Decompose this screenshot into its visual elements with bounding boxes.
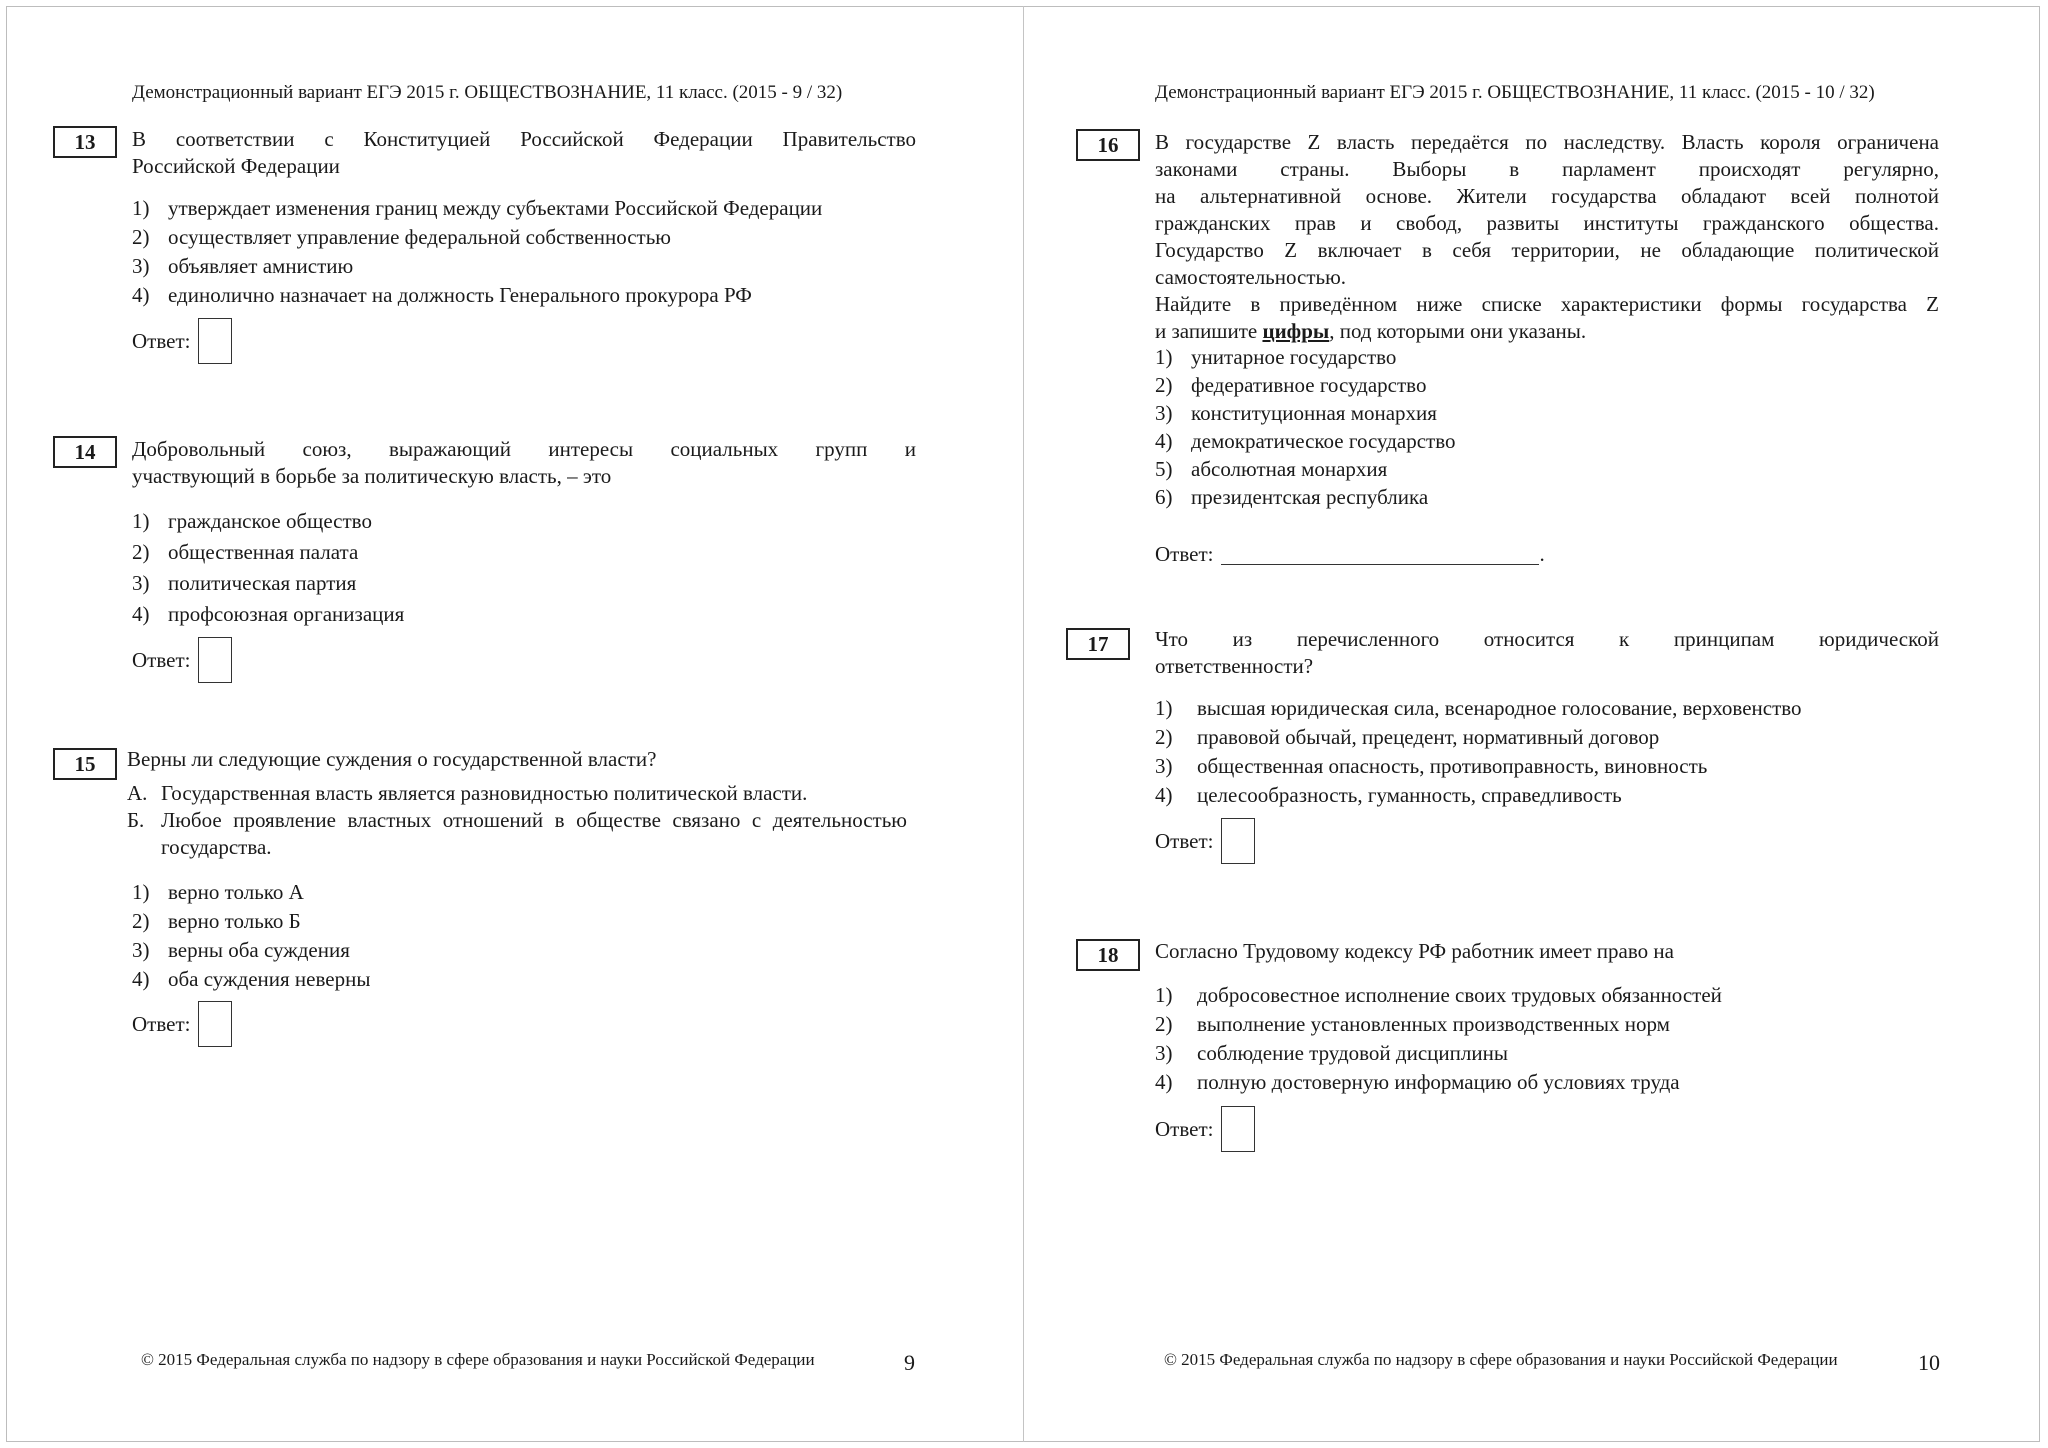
- option-item: 2) выполнение установленных производственных норм: [1155, 1012, 1670, 1036]
- task-instruction: Найдите в приведённом ниже списке характеристики формы государства Z: [1155, 292, 1939, 316]
- answer-row: [132, 1001, 232, 1047]
- page-footer: © 2015 Федеральная служба по надзору в сфере образования и науки Российской Федерации: [141, 1350, 815, 1369]
- answer-box[interactable]: [1221, 1106, 1255, 1152]
- task-number: 14: [53, 436, 117, 468]
- answer-box[interactable]: [1221, 818, 1255, 864]
- task-intro-line: участвующий в борьбе за политическую власть, – это: [132, 464, 612, 488]
- task-intro-line: ответственности?: [1155, 654, 1314, 678]
- statement-item: Б. Любое проявление властных отношений в обществе связано с деятельностью государства.: [127, 808, 907, 859]
- task-number: 15: [53, 748, 117, 780]
- task-number: 17: [1066, 628, 1130, 660]
- option-item: 2) общественная палата: [132, 540, 359, 564]
- option-item: 2) осуществляет управление федеральной собственностью: [132, 225, 671, 249]
- option-item: 4) оба суждения неверны: [132, 967, 371, 991]
- option-item: 3) конституционная монархия: [1155, 401, 1437, 425]
- task-number: 18: [1076, 939, 1140, 971]
- task-number: 16: [1076, 129, 1140, 161]
- task-instruction: и запишите цифры, под которыми они указаны.: [1155, 319, 1587, 343]
- answer-box[interactable]: [198, 637, 232, 683]
- task-number: 13: [53, 126, 117, 158]
- task-intro-line: Добровольный союз, выражающий интересы социальных групп и: [132, 437, 916, 461]
- task-intro-line: гражданских прав и свобод, развиты институты гражданского общества.: [1155, 211, 1939, 235]
- page-number: 10: [1918, 1350, 1940, 1375]
- option-item: 2) верно только Б: [132, 909, 301, 933]
- answer-row: [1155, 1106, 1255, 1152]
- option-item: 4) профсоюзная организация: [132, 602, 405, 626]
- answer-label: Ответ:: [132, 647, 191, 672]
- statement-item: А. Государственная власть является разновидностью политической власти.: [127, 781, 808, 805]
- option-item: 1) утверждает изменения границ между субъектами Российской Федерации: [132, 196, 823, 220]
- answer-label: Ответ:: [132, 1011, 191, 1036]
- option-item: 3) политическая партия: [132, 571, 357, 595]
- option-item: 1) высшая юридическая сила, всенародное голосование, верховенство: [1155, 696, 1802, 720]
- option-item: 1) гражданское общество: [132, 509, 372, 533]
- task-intro-line: самостоятельностью.: [1155, 265, 1347, 289]
- answer-label: Ответ:: [1155, 542, 1214, 566]
- option-item: 3) общественная опасность, противоправность, виновность: [1155, 754, 1708, 778]
- page-number: 9: [904, 1350, 915, 1375]
- task-intro-line: на альтернативной основе. Жители государства обладают всей полнотой: [1155, 184, 1939, 208]
- option-list: [132, 878, 932, 994]
- option-item: 4) полную достоверную информацию об условиях труда: [1155, 1070, 1680, 1094]
- statement-list: [127, 780, 907, 861]
- option-item: 2) правовой обычай, прецедент, нормативный договор: [1155, 725, 1660, 749]
- task-intro-line: Российской Федерации: [132, 154, 340, 178]
- page-footer: © 2015 Федеральная служба по надзору в сфере образования и науки Российской Федерации: [1164, 1350, 1838, 1369]
- task-intro-line: Верны ли следующие суждения о государственной власти?: [127, 747, 657, 771]
- keyword-digits: цифры: [1262, 319, 1330, 343]
- option-item: 4) единолично назначает на должность Генерального прокурора РФ: [132, 283, 752, 307]
- answer-row: [1155, 818, 1255, 864]
- option-item: 1) верно только А: [132, 880, 304, 904]
- answer-row: [132, 637, 232, 683]
- option-item: 1) добросовестное исполнение своих трудовых обязанностей: [1155, 983, 1722, 1007]
- option-item: 3) объявляет амнистию: [132, 254, 354, 278]
- answer-row: Ответ: .: [1155, 542, 1545, 566]
- option-item: 2) федеративное государство: [1155, 373, 1427, 397]
- option-item: 6) президентская республика: [1155, 485, 1429, 509]
- answer-label: Ответ:: [1155, 828, 1214, 853]
- task-intro-line: Что из перечисленного относится к принципам юридической: [1155, 627, 1939, 651]
- task-intro-line: Государство Z включает в себя территории, не обладающие политической: [1155, 238, 1939, 262]
- answer-line[interactable]: [1221, 544, 1539, 565]
- option-list: [132, 194, 932, 310]
- option-list: [1155, 343, 1955, 511]
- answer-box[interactable]: [198, 1001, 232, 1047]
- task-intro-line: В государстве Z власть передаётся по наследству. Власть короля ограничена: [1155, 130, 1939, 154]
- answer-label: Ответ:: [132, 328, 191, 353]
- option-item: 4) целесообразность, гуманность, справедливость: [1155, 783, 1622, 807]
- page-header: Демонстрационный вариант ЕГЭ 2015 г. ОБЩЕСТВОЗНАНИЕ, 11 класс. (2015 - 10 / 32): [1155, 82, 1875, 103]
- page-header: Демонстрационный вариант ЕГЭ 2015 г. ОБЩЕСТВОЗНАНИЕ, 11 класс. (2015 - 9 / 32): [132, 82, 843, 103]
- option-item: 3) соблюдение трудовой дисциплины: [1155, 1041, 1508, 1065]
- right-page: [1024, 0, 2048, 1448]
- answer-label: Ответ:: [1155, 1116, 1214, 1141]
- option-item: 5) абсолютная монархия: [1155, 457, 1388, 481]
- option-item: 4) демократическое государство: [1155, 429, 1456, 453]
- answer-box[interactable]: [198, 318, 232, 364]
- option-list: [1155, 694, 1955, 810]
- answer-row: [132, 318, 232, 364]
- option-list: [132, 506, 932, 630]
- task-intro-line: Согласно Трудовому кодексу РФ работник имеет право на: [1155, 939, 1674, 963]
- task-intro-line: В соответствии с Конституцией Российской Федерации Правительство: [132, 127, 916, 151]
- task-intro-line: законами страны. Выборы в парламент происходят регулярно,: [1155, 157, 1939, 181]
- option-list: [1155, 981, 1955, 1097]
- option-item: 1) унитарное государство: [1155, 345, 1397, 369]
- option-item: 3) верны оба суждения: [132, 938, 350, 962]
